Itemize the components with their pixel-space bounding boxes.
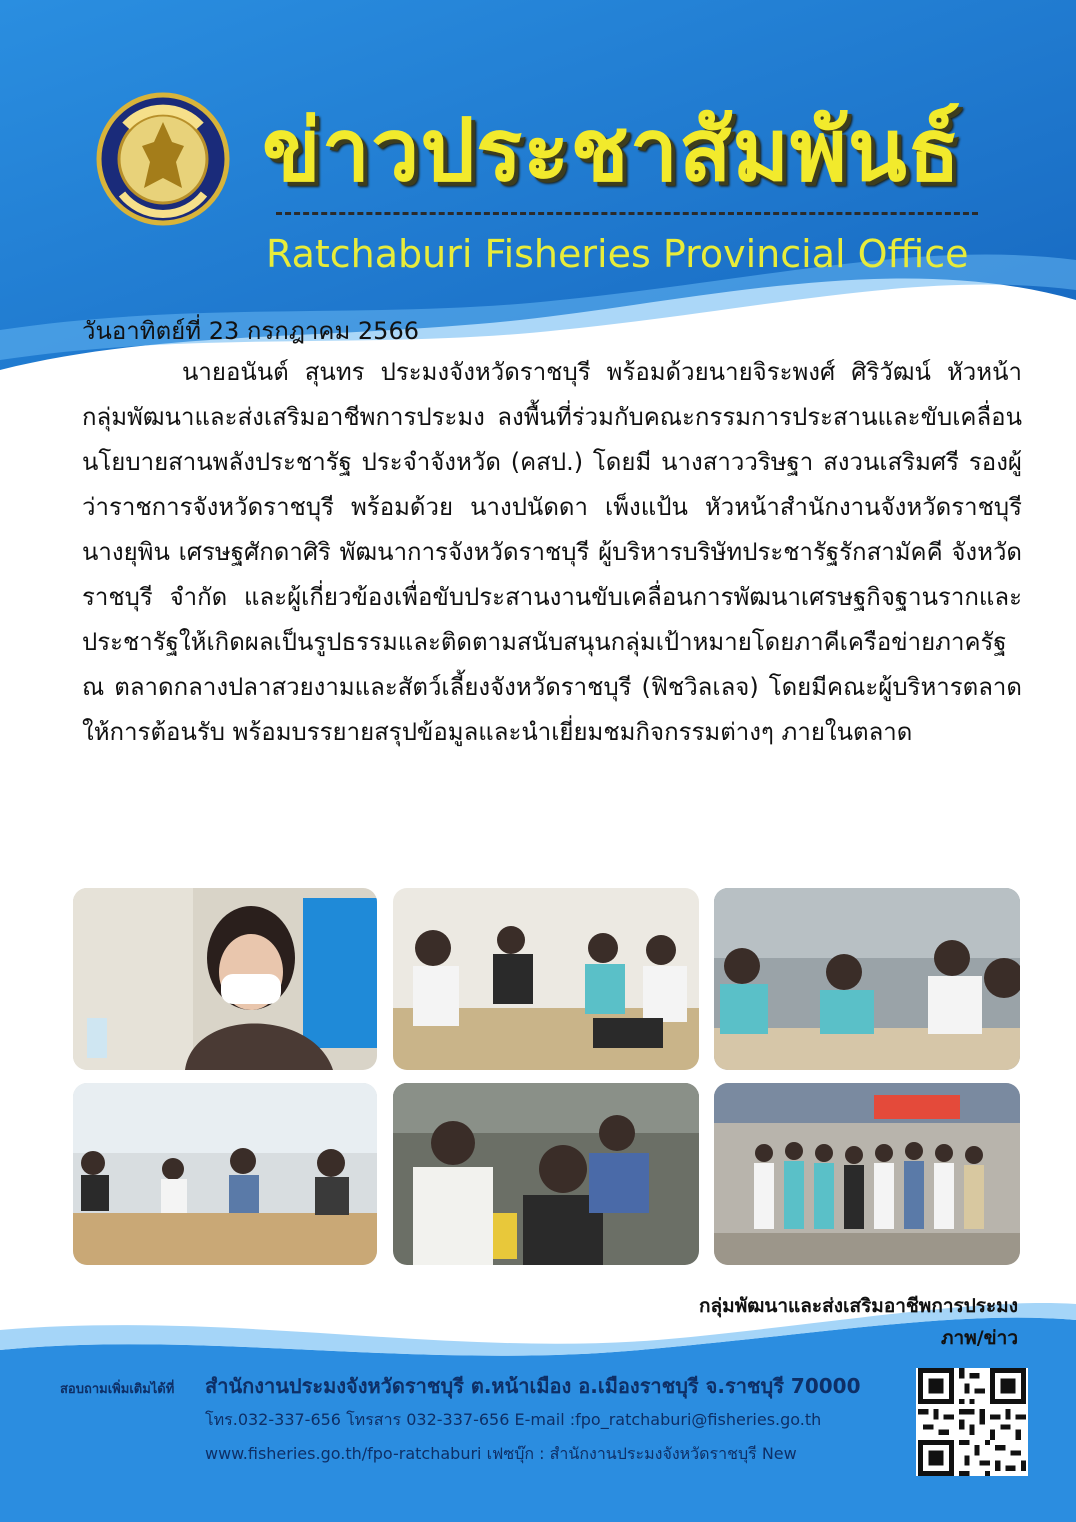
title-divider — [276, 212, 978, 215]
department-of-fisheries-seal-icon — [96, 92, 230, 226]
department-seal-logo — [96, 92, 230, 226]
article-date: วันอาทิตย์ที่ 23 กรกฎาคม 2566 — [82, 317, 419, 345]
page-title-english: Ratchaburi Fisheries Provincial Office — [266, 232, 969, 276]
qr-code-icon — [916, 1368, 1028, 1476]
news-credit — [699, 1290, 1018, 1354]
credit-role: ภาพ/ข่าว — [941, 1327, 1018, 1349]
footer-office-address: สำนักงานประมงจังหวัดราชบุรี ต.หน้าเมือง อ.เมืองราชบุรี จ.ราชบุรี 70000 — [205, 1374, 861, 1398]
credit-group: กลุ่มพัฒนาและส่งเสริมอาชีพการประมง — [699, 1295, 1018, 1317]
footer-website-facebook: www.fisheries.go.th/fpo-ratchaburi เฟซบุ๊ก : สำนักงานประมงจังหวัดราชบุรี New — [205, 1444, 797, 1463]
photo-market-visit — [393, 1083, 699, 1265]
article-body: นายอนันต์ สุนทร ประมงจังหวัดราชบุรี พร้อมด้วยนายจิระพงศ์ ศิริวัฒน์ หัวหน้ากลุ่มพัฒนาและส่งเสริมอาชีพการประมง ลงพื้นที่ร่วมกับคณะกรรมการประสานและขับเคลื่อนนโยบายสานพลังประชารัฐ ประจำจังหวัด (คสป.) โดยมี นางสาววริษฐา สงวนเสริมศรี รองผู้ว่าราชการจังหวัดราชบุรี พร้อมด้วย นางปนัดดา เพ็งแป้น หัวหน้าสำนักงานจังหวัดราชบุรี นางยุพิน เศรษฐศักดาศิริ พัฒนาการจังหวัดราชบุรี ผู้บริหารบริษัทประชารัฐรักสามัคคี จังหวัดราชบุรี จำกัด และผู้เกี่ยวข้องเพื่อขับประสานงานขับเคลื่อนการพัฒนาเศรษฐกิจฐานรากและประชารัฐให้เกิดผลเป็นรูปธรรมและติดตามสนับสนุนกลุ่มเป้าหมายโดยภาคีเครือข่ายภาครัฐ ณ ตลาดกลางปลาสวยงามและสัตว์เลี้ยงจังหวัดราชบุรี (ฟิชวิลเลจ) โดยมีคณะผู้บริหารตลาดให้การต้อนรับ พร้อมบรรยายสรุปข้อมูลและนำเยี่ยมชมกิจกรรมต่างๆ ภายในตลาด — [82, 358, 1022, 746]
photo-meeting-table — [393, 888, 699, 1070]
photo-meeting-speaker — [73, 888, 377, 1070]
footer-contact-label: สอบถามเพิ่มเติมได้ที่ — [60, 1382, 175, 1397]
footer-phone-email: โทร.032-337-656 โทรสาร 032-337-656 E-mail :fpo_ratchaburi@fisheries.go.th — [205, 1410, 822, 1429]
photo-group-at-market — [714, 1083, 1020, 1265]
page-title-thai: ข่าวประชาสัมพันธ์ — [262, 101, 962, 201]
photo-meeting-participants — [714, 888, 1020, 1070]
photo-meeting-room — [73, 1083, 377, 1265]
article — [82, 312, 1022, 755]
